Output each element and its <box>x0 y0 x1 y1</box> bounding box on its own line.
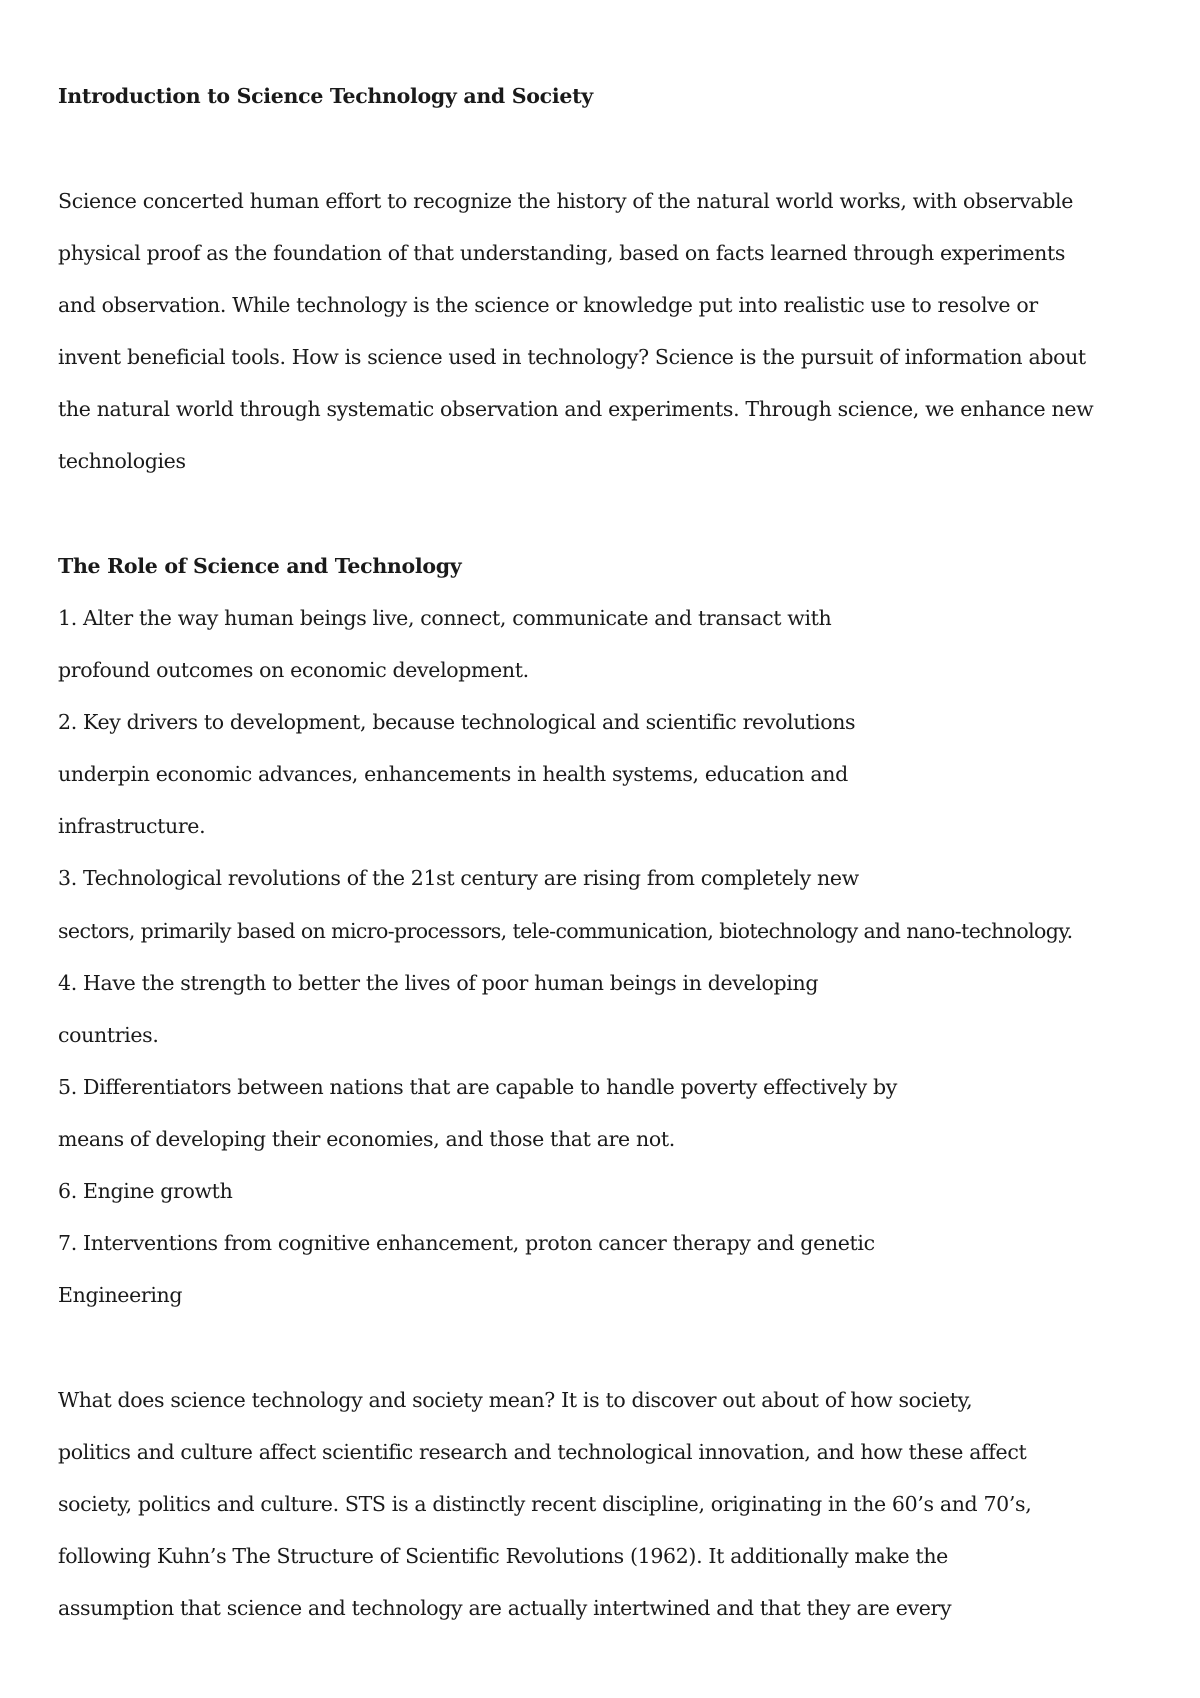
intro-paragraph-line: technologies <box>58 449 186 473</box>
intro-paragraph-line: Science concerted human effort to recognize the history of the natural world works, with observable <box>58 189 1073 213</box>
intro-paragraph-line: physical proof as the foundation of that understanding, based on facts learned through experiments <box>58 241 1066 265</box>
intro-paragraph-line: the natural world through systematic observation and experiments. Through science, we enhance new <box>58 397 1094 421</box>
role-list-line: 3. Technological revolutions of the 21st century are rising from completely new <box>58 866 859 890</box>
sts-paragraph-line: politics and culture affect scientific research and technological innovation, and how these affect <box>58 1440 1027 1464</box>
role-list-line: profound outcomes on economic development. <box>58 658 529 682</box>
page-title: Introduction to Science Technology and Society <box>58 84 593 108</box>
role-list-line: infrastructure. <box>58 814 206 838</box>
role-list-line: underpin economic advances, enhancements in health systems, education and <box>58 762 848 786</box>
sts-paragraph-line: assumption that science and technology are actually intertwined and that they are every <box>58 1596 952 1620</box>
role-list-line: countries. <box>58 1023 159 1047</box>
role-list-line: sectors, primarily based on micro-processors, tele-communication, biotechnology and nano-technology. <box>58 919 1073 943</box>
role-list-line: Engineering <box>58 1283 183 1307</box>
role-list-line: 1. Alter the way human beings live, connect, communicate and transact with <box>58 606 832 630</box>
role-list-line: means of developing their economies, and those that are not. <box>58 1127 675 1151</box>
role-list-line: 2. Key drivers to development, because technological and scientific revolutions <box>58 710 856 734</box>
role-list-line: 7. Interventions from cognitive enhancement, proton cancer therapy and genetic <box>58 1231 875 1255</box>
section-heading-role: The Role of Science and Technology <box>58 554 462 578</box>
intro-paragraph-line: invent beneficial tools. How is science used in technology? Science is the pursuit of information about <box>58 345 1086 369</box>
role-list-line: 6. Engine growth <box>58 1179 233 1203</box>
role-list-line: 5. Differentiators between nations that are capable to handle poverty effectively by <box>58 1075 897 1099</box>
role-list-line: 4. Have the strength to better the lives of poor human beings in developing <box>58 971 819 995</box>
sts-paragraph-line: following Kuhn’s The Structure of Scientific Revolutions (1962). It additionally make the <box>58 1544 948 1568</box>
intro-paragraph-line: and observation. While technology is the science or knowledge put into realistic use to resolve or <box>58 293 1038 317</box>
sts-paragraph-line: society, politics and culture. STS is a distinctly recent discipline, originating in the 60’s and 70’s, <box>58 1492 1032 1516</box>
sts-paragraph-line: What does science technology and society mean? It is to discover out about of how society, <box>58 1388 973 1412</box>
